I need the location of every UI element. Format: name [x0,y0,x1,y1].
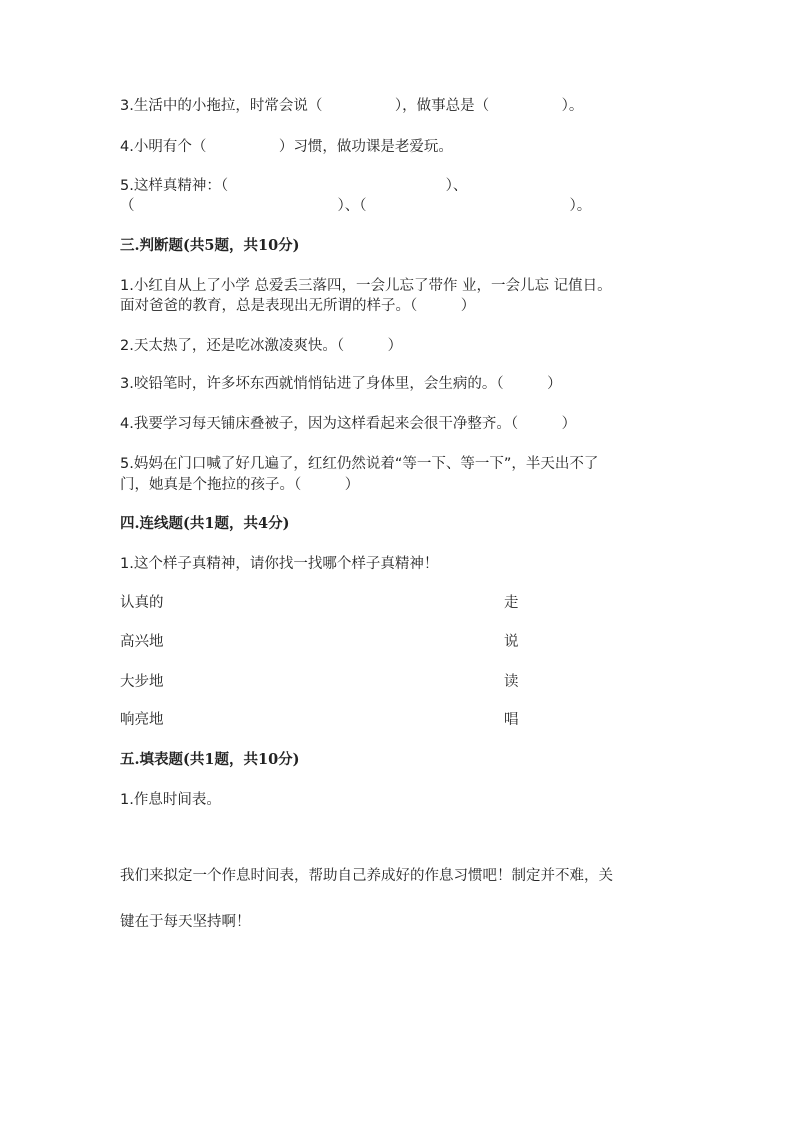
match-right-item[interactable]: 唱 [504,712,519,728]
table-question-1: 1.作息时间表。 [120,792,221,808]
match-right-item[interactable]: 走 [504,595,519,611]
table-paragraph-line1: 我们来拟定一个作息时间表，帮助自己养成好的作息习惯吧！制定并不难，关 [120,868,613,884]
match-left-item[interactable]: 高兴地 [120,634,164,650]
match-left-item[interactable]: 认真的 [120,595,164,611]
judge-question-3: 3.咬铅笔时，许多坏东西就悄悄钻进了身体里，会生病的。（ ） [120,376,562,392]
match-left-item[interactable]: 大步地 [120,674,164,690]
match-left-item[interactable]: 响亮地 [120,712,164,728]
match-right-item[interactable]: 读 [504,674,519,690]
judge-question-1-line2: 面对爸爸的教育，总是表现出无所谓的样子。（ ） [120,298,476,314]
judge-question-1-line1: 1.小红自从上了小学 总爱丢三落四，一会儿忘了带作 业，一会儿忘 记值日。 [120,278,612,294]
table-paragraph-line2: 键在于每天坚持啊！ [120,914,251,930]
match-section-heading: 四.连线题(共1题，共4分) [120,515,290,532]
judge-section-heading: 三.判断题(共5题，共10分) [120,237,300,254]
judge-question-5-line1: 5.妈妈在门口喊了好几遍了，红红仍然说着“等一下、等一下”，半天出不了 [120,456,599,472]
fill-question-4: 4.小明有个（ ）习惯，做功课是老爱玩。 [120,139,453,155]
fill-question-5-line1: 5.这样真精神：（ ）、 [120,178,468,194]
match-right-item[interactable]: 说 [504,634,519,650]
table-section-heading: 五.填表题(共1题，共10分) [120,751,300,768]
match-question-1: 1.这个样子真精神，请你找一找哪个样子真精神！ [120,556,439,572]
judge-question-2: 2.天太热了，还是吃冰激凌爽快。（ ） [120,338,403,354]
fill-question-3: 3.生活中的小拖拉，时常会说（ ），做事总是（ ）。 [120,98,584,114]
fill-question-5-line2: （ ）、（ ）。 [120,198,592,214]
judge-question-4: 4.我要学习每天铺床叠被子，因为这样看起来会很干净整齐。（ ） [120,416,577,432]
judge-question-5-line2: 门，她真是个拖拉的孩子。（ ） [120,477,360,493]
